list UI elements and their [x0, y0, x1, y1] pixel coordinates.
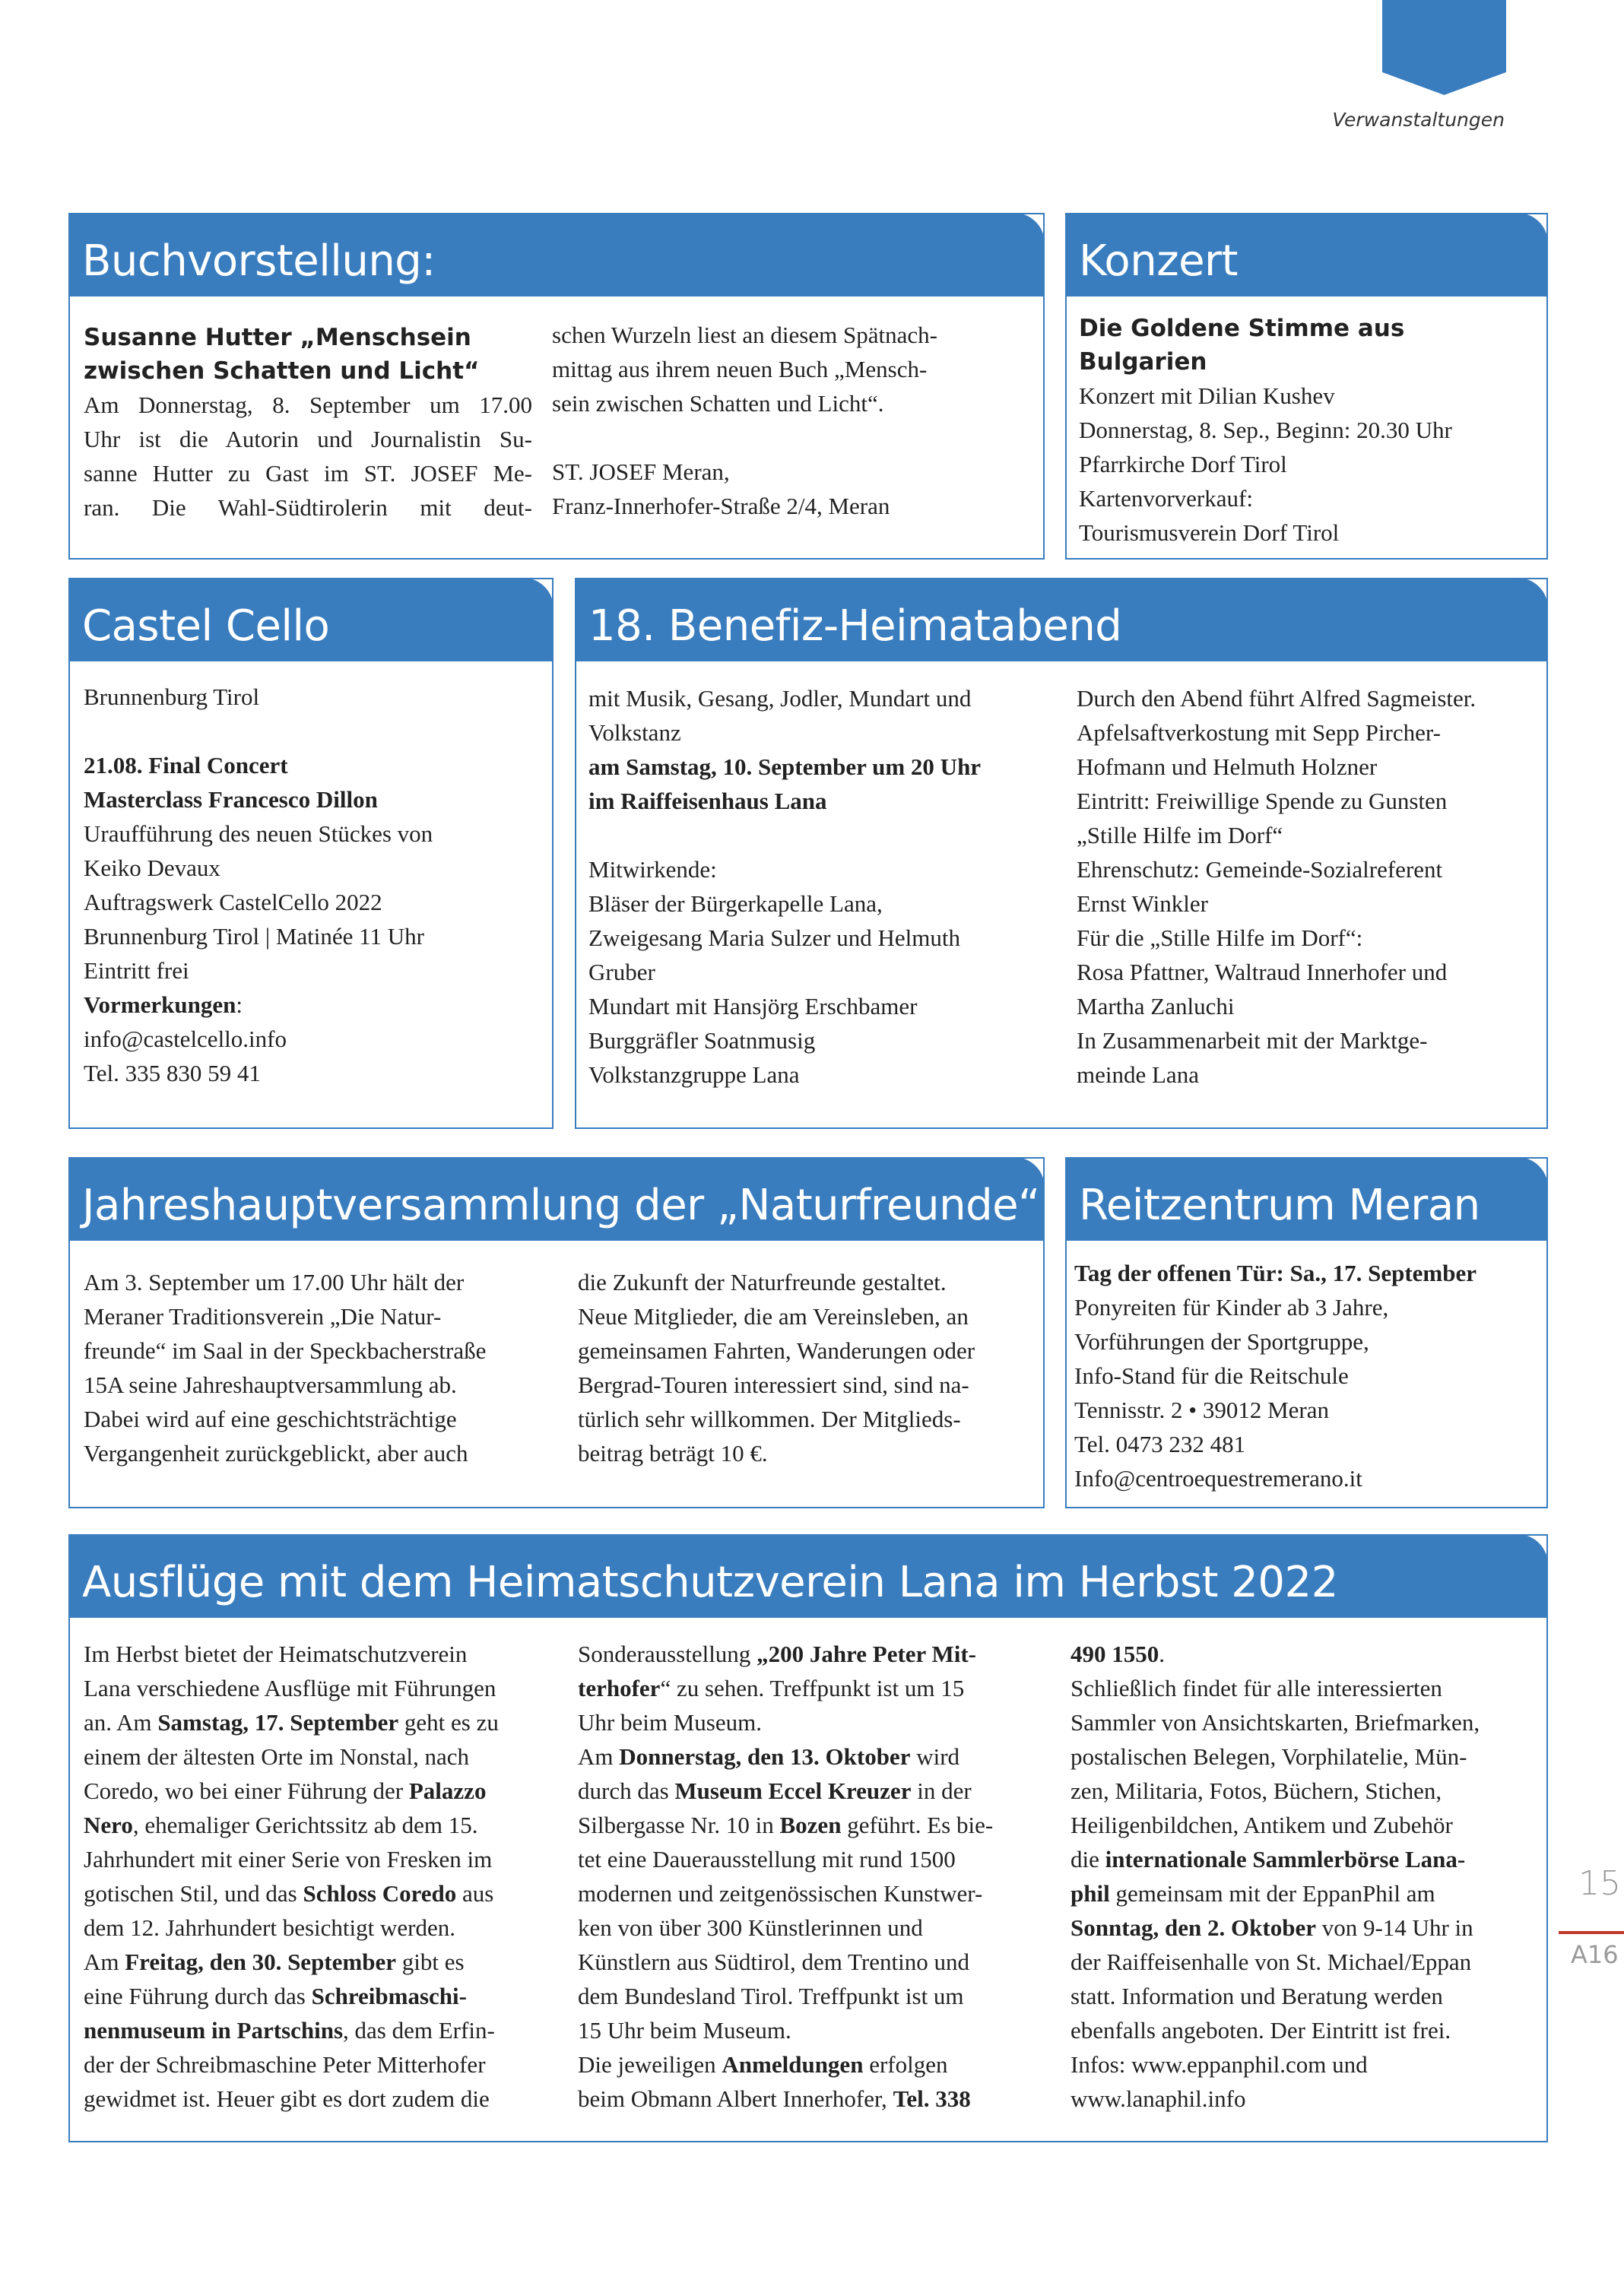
konzert-box	[1065, 213, 1548, 560]
buch-text-line: ran. Die Wahl-Südtirolerin mit deut-	[84, 494, 532, 521]
ausfluege-line: Im Herbst bietet der Heimatschutzverein	[84, 1641, 468, 1667]
benefiz-line: In Zusammenarbeit mit der Marktge-	[1077, 1027, 1428, 1054]
reit-line: Tel. 0473 232 481	[1074, 1431, 1246, 1457]
buch-text-line: sein zwischen Schatten und Licht“.	[552, 390, 884, 417]
natur-line: die Zukunft der Naturfreunde gestaltet.	[578, 1269, 947, 1295]
castel-cello-title: Castel Cello	[82, 601, 330, 651]
konzert-line: Kartenvorverkauf:	[1079, 485, 1253, 512]
benefiz-line: Für die „Stille Hilfe im Dorf“:	[1077, 924, 1363, 951]
ausfluege-line: tet eine Dauerausstellung mit rund 1500	[578, 1846, 956, 1873]
castel-location: Brunnenburg Tirol	[84, 683, 260, 710]
natur-line: gemeinsamen Fahrten, Wanderungen oder	[578, 1337, 975, 1364]
benefiz-mitwirkende: Volkstanzgruppe Lana	[588, 1061, 800, 1088]
castel-concert: 21.08. Final Concert	[84, 752, 288, 778]
castel-line: Eintritt frei	[84, 957, 189, 984]
ausfluege-line: zen, Militaria, Fotos, Büchern, Stichen,	[1071, 1777, 1442, 1804]
ausfluege-line: ken von über 300 Künstlerinnen und	[578, 1914, 923, 1941]
reitzentrum-header	[1065, 1157, 1548, 1241]
ausfluege-line: an. Am Samstag, 17. September geht es zu	[84, 1709, 499, 1736]
reit-subtitle: Tag der offenen Tür: Sa., 17. September	[1074, 1260, 1477, 1286]
konzert-line: Konzert mit Dilian Kushev	[1079, 382, 1335, 409]
ausfluege-line: Schließlich findet für alle interessierten	[1071, 1675, 1442, 1701]
benefiz-mitwirkende: Burggräfler Soatnmusig	[588, 1027, 816, 1054]
ausfluege-line: Sammler von Ansichtskarten, Briefmarken,	[1071, 1709, 1480, 1736]
reitzentrum-body	[1074, 1256, 1542, 1495]
benefiz-mitwirkende: Bläser der Bürgerkapelle Lana,	[588, 890, 883, 917]
konzert-title: Konzert	[1079, 236, 1239, 286]
castel-email: info@castelcello.info	[84, 1026, 287, 1052]
buch-text-line: sanne Hutter zu Gast im ST. JOSEF Me-	[84, 460, 532, 487]
ausfluege-line: Infos: www.eppanphil.com und	[1071, 2051, 1368, 2078]
castel-line: Keiko Devaux	[84, 855, 220, 881]
benefiz-col1	[588, 681, 1060, 1092]
benefiz-intro: mit Musik, Gesang, Jodler, Mundart und	[588, 685, 972, 712]
ausfluege-line: Künstlern aus Südtirol, dem Trentino und	[578, 1949, 969, 1975]
buch-text-line: Uhr ist die Autorin und Journalistin Su-	[84, 426, 532, 452]
benefiz-mitwirkende: Mundart mit Hansjörg Erschbamer	[588, 993, 918, 1019]
ausfluege-line: Sonntag, den 2. Oktober von 9-14 Uhr in	[1071, 1914, 1473, 1941]
ausfluege-line: nenmuseum in Partschins, das dem Erfin-	[84, 2017, 495, 2044]
natur-line: freunde“ im Saal in der Speckbacherstraße	[84, 1337, 487, 1364]
buchvorstellung-box	[68, 213, 1045, 560]
ausfluege-line: der Raiffeisenhalle von St. Michael/Eppan	[1071, 1949, 1472, 1975]
ausfluege-line: beim Obmann Albert Innerhofer, Tel. 338	[578, 2085, 971, 2112]
reit-line: Info-Stand für die Reitschule	[1074, 1362, 1349, 1389]
ausfluege-col2	[578, 1637, 1049, 2116]
buch-text-line: schen Wurzeln liest an diesem Spätnach-	[552, 322, 937, 348]
ausfluege-line: gotischen Stil, und das Schloss Coredo aus	[84, 1880, 494, 1907]
ausfluege-line: Am Freitag, den 30. September gibt es	[84, 1949, 465, 1975]
ausfluege-line: statt. Information und Beratung werden	[1071, 1983, 1443, 2009]
ausfluege-line: Coredo, wo bei einer Führung der Palazzo	[84, 1777, 487, 1804]
benefiz-spacer	[588, 818, 1060, 852]
castel-cello-body	[84, 680, 540, 1090]
benefiz-col2	[1077, 681, 1545, 1092]
konzert-line: Donnerstag, 8. Sep., Beginn: 20.30 Uhr	[1079, 417, 1452, 443]
ausfluege-line: www.lanaphil.info	[1071, 2085, 1246, 2112]
benefiz-line: Martha Zanluchi	[1077, 993, 1235, 1019]
naturfreunde-box	[68, 1157, 1045, 1508]
ausfluege-col3	[1071, 1637, 1542, 2116]
page-code: A16	[1571, 1940, 1619, 1969]
ausfluege-line: postalischen Belegen, Vorphilatelie, Mün-	[1071, 1743, 1467, 1770]
ausfluege-header	[68, 1534, 1548, 1618]
reit-line: Vorführungen der Sportgruppe,	[1074, 1328, 1369, 1355]
ausfluege-line: Jahrhundert mit einer Serie von Fresken im	[84, 1846, 493, 1873]
ausfluege-line: dem 12. Jahrhundert besichtigt werden.	[84, 1914, 455, 1941]
benefiz-place: im Raiffeisenhaus Lana	[588, 788, 827, 814]
ausfluege-line: Am Donnerstag, den 13. Oktober wird	[578, 1743, 960, 1770]
ausfluege-line: phil gemeinsam mit der EppanPhil am	[1071, 1880, 1435, 1907]
ausfluege-line: der der Schreibmaschine Peter Mitterhofer	[84, 2051, 486, 2078]
benefiz-line: Ehrenschutz: Gemeinde-Sozialreferent	[1077, 856, 1443, 883]
benefiz-line: „Stille Hilfe im Dorf“	[1077, 822, 1283, 848]
benefiz-mitwirkende: Mitwirkende:	[588, 856, 717, 883]
ausfluege-line: dem Bundesland Tirol. Treffpunkt ist um	[578, 1983, 964, 2009]
buch-text-line: mittag aus ihrem neuen Buch „Mensch-	[552, 356, 928, 382]
ausfluege-line: gewidmet ist. Heuer gibt es dort zudem die	[84, 2085, 490, 2112]
benefiz-line: Durch den Abend führt Alfred Sagmeister.	[1077, 685, 1477, 712]
ausfluege-line: Uhr beim Museum.	[578, 1709, 762, 1736]
ausfluege-line: terhofer“ zu sehen. Treffpunkt ist um 15	[578, 1675, 965, 1701]
benefiz-mitwirkende: Zweigesang Maria Sulzer und Helmuth	[588, 924, 960, 951]
benefiz-date: am Samstag, 10. September um 20 Uhr	[588, 753, 982, 780]
buch-text-line: Am Donnerstag, 8. September um 17.00	[84, 392, 532, 418]
reitzentrum-box	[1065, 1157, 1548, 1508]
naturfreunde-col1	[84, 1265, 540, 1470]
reit-line: Tennisstr. 2 • 39012 Meran	[1074, 1397, 1330, 1423]
buch-text-line: Franz-Innerhofer-Straße 2/4, Meran	[552, 493, 890, 519]
konzert-line: Tourismusverein Dorf Tirol	[1079, 519, 1340, 546]
castel-vormerkungen: Vormerkungen:	[84, 991, 243, 1018]
ausfluege-line: Heiligenbildchen, Antikem und Zubehör	[1071, 1812, 1453, 1838]
benefiz-mitwirkende: Gruber	[588, 959, 655, 985]
naturfreunde-header	[68, 1157, 1045, 1241]
benefiz-line: Apfelsaftverkostung mit Sepp Pircher-	[1077, 719, 1441, 746]
ausfluege-line: Lana verschiedene Ausflüge mit Führungen	[84, 1675, 496, 1701]
section-label: Verwanstaltungen	[1332, 109, 1505, 131]
buch-text-line: ST. JOSEF Meran,	[552, 458, 730, 485]
ausfluege-line: ebenfalls angeboten. Der Eintritt ist frei.	[1071, 2017, 1451, 2044]
ausfluege-line: modernen und zeitgenössischen Kunstwer-	[578, 1880, 983, 1907]
ausfluege-line: eine Führung durch das Schreibmaschi-	[84, 1983, 467, 2009]
castel-tel: Tel. 335 830 59 41	[84, 1060, 261, 1086]
ausfluege-line: Sonderausstellung „200 Jahre Peter Mit-	[578, 1641, 977, 1667]
benefiz-title: 18. Benefiz-Heimatabend	[588, 601, 1122, 651]
naturfreunde-title: Jahreshauptversammlung der „Naturfreunde“	[82, 1181, 1040, 1230]
natur-line: beitrag beträgt 10 €.	[578, 1440, 768, 1467]
header-tab	[1382, 0, 1506, 95]
konzert-header	[1065, 213, 1548, 296]
benefiz-line: Ernst Winkler	[1077, 890, 1208, 917]
natur-line: Meraner Traditionsverein „Die Natur-	[84, 1303, 442, 1330]
natur-line: 15A seine Jahreshauptversammlung ab.	[84, 1371, 457, 1398]
page-number: 15	[1578, 1864, 1621, 1903]
castel-cello-box	[68, 578, 553, 1129]
konzert-line: Pfarrkirche Dorf Tirol	[1079, 451, 1287, 477]
ausfluege-col1	[84, 1637, 555, 2116]
ausfluege-line: Silbergasse Nr. 10 in Bozen geführt. Es bie-	[578, 1812, 994, 1838]
benefiz-line: Rosa Pfattner, Waltraud Innerhofer und	[1077, 959, 1448, 985]
buchvorstellung-header	[68, 213, 1045, 296]
benefiz-line: meinde Lana	[1077, 1061, 1199, 1088]
castel-cello-header	[68, 578, 553, 661]
natur-line: Bergrad-Touren interessiert sind, sind na-	[578, 1371, 969, 1398]
benefiz-header	[575, 578, 1548, 661]
buchvorstellung-col2	[552, 318, 1016, 523]
ausfluege-title: Ausflüge mit dem Heimatschutzverein Lana im Herbst 2022	[82, 1558, 1338, 1607]
natur-line: Dabei wird auf eine geschichtsträchtige	[84, 1406, 457, 1432]
ausfluege-line: durch das Museum Eccel Kreuzer in der	[578, 1777, 972, 1804]
reitzentrum-title: Reitzentrum Meran	[1079, 1181, 1480, 1230]
buchvorstellung-col1	[84, 321, 532, 525]
benefiz-line: Hofmann und Helmuth Holzner	[1077, 753, 1378, 780]
reit-line: Ponyreiten für Kinder ab 3 Jahre,	[1074, 1294, 1389, 1321]
ausfluege-line: 490 1550.	[1071, 1641, 1165, 1667]
naturfreunde-col2	[578, 1265, 1042, 1470]
ausfluege-line: Nero, ehemaliger Gerichtssitz ab dem 15.	[84, 1812, 478, 1838]
buch-subtitle-1: Susanne Hutter „Menschsein	[84, 324, 471, 351]
konzert-body	[1079, 312, 1535, 550]
benefiz-line: Eintritt: Freiwillige Spende zu Gunsten	[1077, 788, 1448, 814]
natur-line: türlich sehr willkommen. Der Mitglieds-	[578, 1406, 961, 1432]
ausfluege-line: einem der ältesten Orte im Nonstal, nach	[84, 1743, 470, 1770]
natur-line: Neue Mitglieder, die am Vereinsleben, an	[578, 1303, 969, 1330]
benefiz-intro: Volkstanz	[588, 719, 681, 746]
ausfluege-box	[68, 1534, 1548, 2142]
castel-spacer	[84, 714, 540, 748]
benefiz-box	[575, 578, 1548, 1129]
castel-line: Auftragswerk CastelCello 2022	[84, 889, 382, 915]
castel-line: Brunnenburg Tirol | Matinée 11 Uhr	[84, 923, 424, 950]
ausfluege-line: 15 Uhr beim Museum.	[578, 2017, 791, 2044]
page-number-rule	[1559, 1931, 1624, 1934]
buch-text-line	[552, 420, 1016, 455]
castel-masterclass: Masterclass Francesco Dillon	[84, 786, 378, 813]
ausfluege-line: die internationale Sammlerbörse Lana-	[1071, 1846, 1466, 1873]
reit-line: Info@centroequestremerano.it	[1074, 1465, 1362, 1492]
konzert-subtitle: Die Goldene Stimme aus Bulgarien	[1079, 315, 1405, 376]
ausfluege-line: Die jeweiligen Anmeldungen erfolgen	[578, 2051, 948, 2078]
castel-line: Uraufführung des neuen Stückes von	[84, 820, 433, 847]
buch-subtitle-2: zwischen Schatten und Licht“	[84, 357, 480, 385]
natur-line: Am 3. September um 17.00 Uhr hält der	[84, 1269, 465, 1295]
natur-line: Vergangenheit zurückgeblickt, aber auch	[84, 1440, 468, 1467]
buchvorstellung-title: Buchvorstellung:	[82, 236, 436, 286]
